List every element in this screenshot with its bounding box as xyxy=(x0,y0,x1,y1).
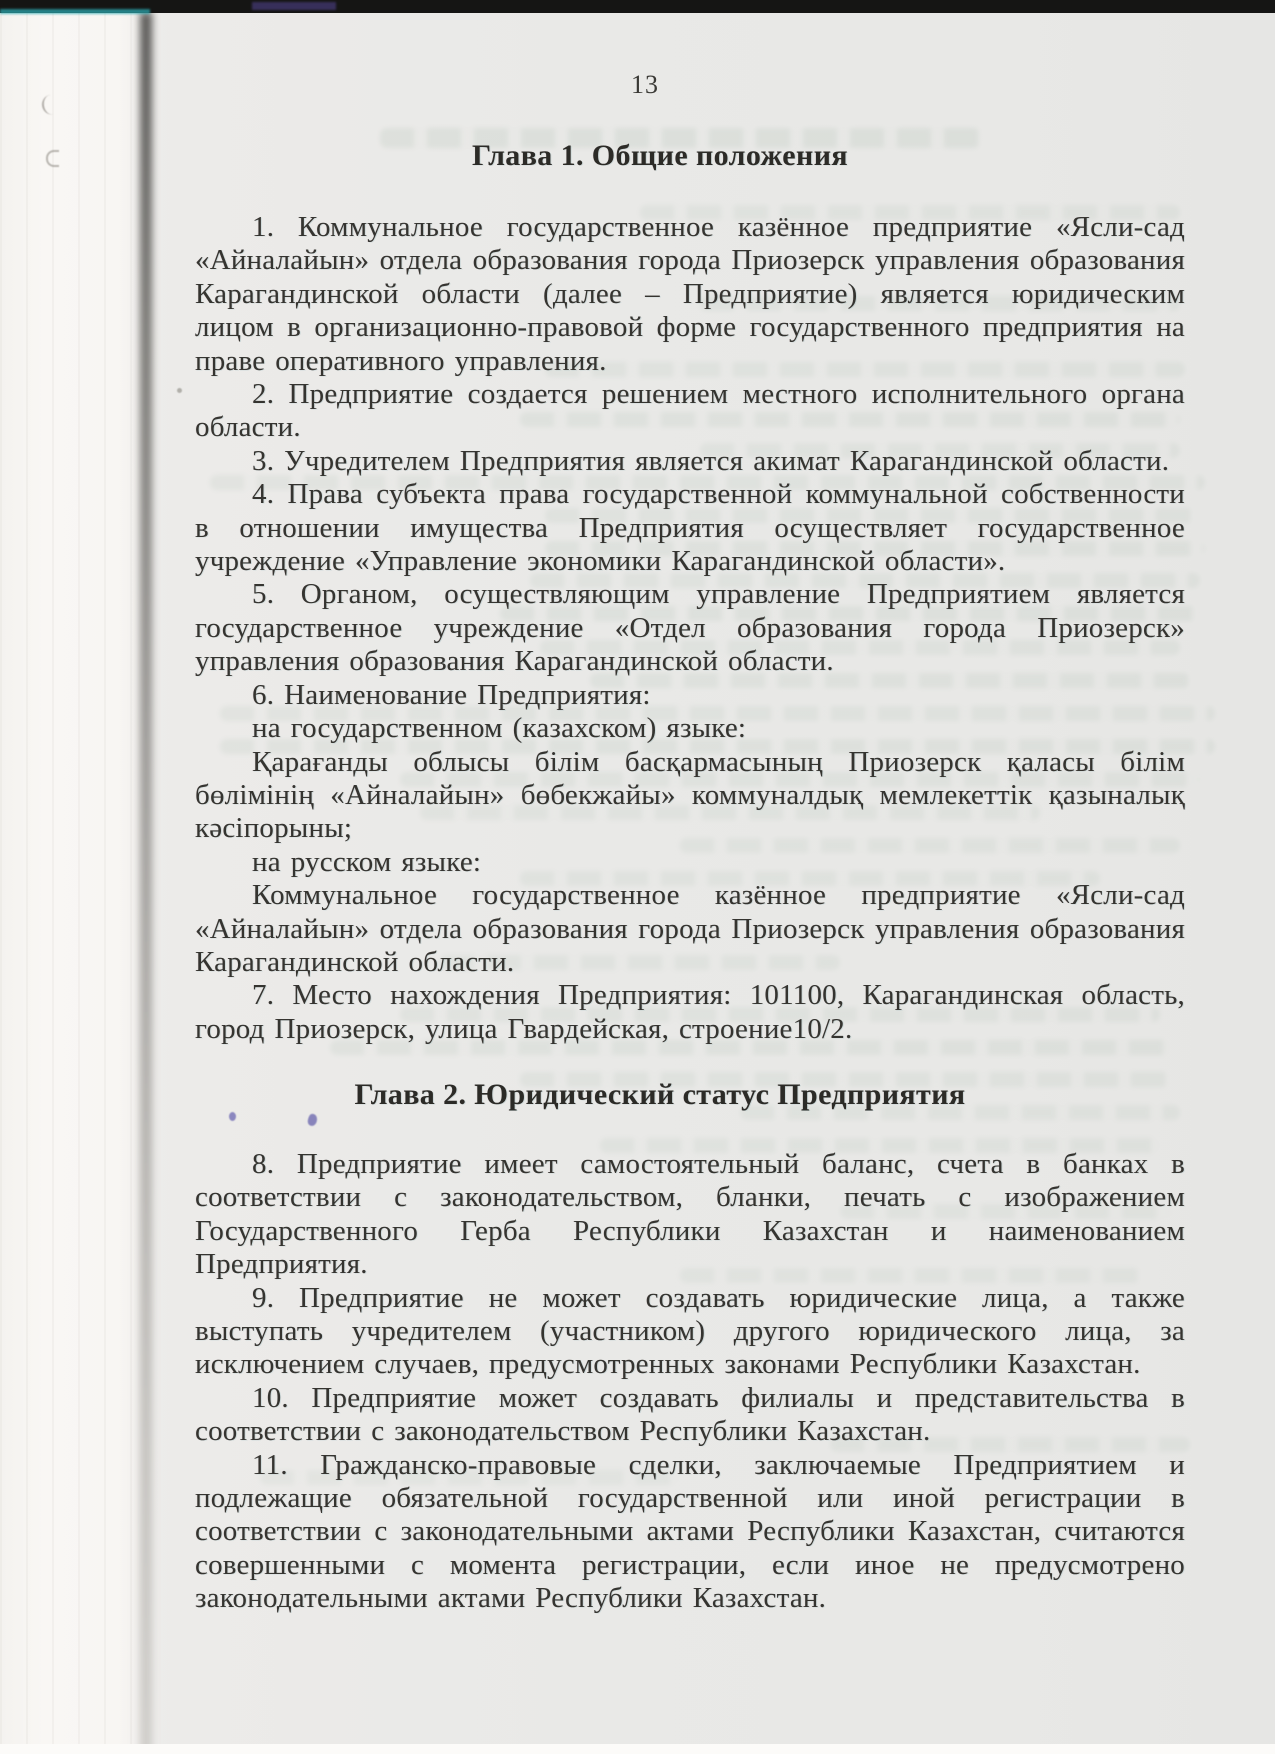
scan-bottom-edge xyxy=(0,1744,1275,1754)
paragraph: 1. Коммунальное государственное казённое предприятие «Ясли-сад «Айналайын» отдела образования города Приозерск управления образования Карагандинской области (далее – Предприятие) является юридическим лицом в организационно-правовой форме государственного предприятия на праве оперативного управления. xyxy=(195,211,1185,377)
ink-speck xyxy=(306,1113,318,1127)
scan-top-edge xyxy=(0,0,1275,13)
page-fold-shadow xyxy=(140,12,152,1754)
scan-edge-violet-mark xyxy=(252,2,336,10)
chapter-2-body xyxy=(195,1148,1185,1616)
paragraph: 4. Права субъекта права государственной коммунальной собственности в отношении имущества Предприятия осуществляет государственное учреждение «Управление экономики Карагандинской области». xyxy=(195,478,1185,578)
chapter-1-body xyxy=(195,211,1185,1046)
chapter-2-title: Глава 2. Юридический статус Предприятия xyxy=(354,1078,966,1111)
page-number: 13 xyxy=(631,70,659,99)
paragraph: Коммунальное государственное казённое предприятие «Ясли-сад «Айналайын» отдела образования города Приозерск управления образования Карагандинской области. xyxy=(195,879,1185,978)
scan-edge-teal-line xyxy=(0,9,150,14)
paragraph: 5. Органом, осуществляющим управление Предприятием является государственное учреждение «Отдел образования города Приозерск» управления образования Карагандинской области. xyxy=(195,578,1185,678)
paragraph: 8. Предприятие имеет самостоятельный баланс, счета в банках в соответствии с законодательством, бланки, печать с изображением Государственного Герба Республики Казахстан и наименованием Предприятия. xyxy=(195,1148,1185,1281)
paragraph: 3. Учредителем Предприятия является акимат Карагандинской области. xyxy=(252,444,1170,477)
paragraph: 11. Гражданско-правовые сделки, заключаемые Предприятием и подлежащие обязательной государственной или иной регистрации в соответствии с законодательными актами Республики Казахстан, считаются совершенными с момента регистрации, если иное не предусмотрено законодательными актами Республики Казахстан. xyxy=(195,1448,1185,1615)
adjacent-page-strip xyxy=(0,12,148,1754)
paragraph: 2. Предприятие создается решением местного исполнительного органа области. xyxy=(195,378,1185,444)
paragraph: 9. Предприятие не может создавать юридические лица, а также выступать учредителем (участником) другого юридического лица, за исключением случаев, предусмотренных законами Республики Казахстан. xyxy=(195,1281,1185,1381)
paragraph: на государственном (казахском) языке: xyxy=(252,712,747,745)
paragraph: 10. Предприятие может создавать филиалы и представительства в соответствии с законодательством Республики Казахстан. xyxy=(195,1381,1185,1448)
chapter-1-title: Глава 1. Общие положения xyxy=(471,139,849,172)
paragraph: Қарағанды облысы білім басқармасының Приозерск қаласы білім бөлімінің «Айналайын» бөбекжайы» коммуналдық мемлекеттік қазыналық кәсіпорыны; xyxy=(195,745,1185,845)
ink-speck xyxy=(229,1112,236,1121)
paragraph: на русском языке: xyxy=(252,845,482,878)
paragraph: 7. Место нахождения Предприятия: 101100, Карагандинская область, город Приозерск, улица Гвардейская, строение10/2. xyxy=(195,979,1185,1045)
paragraph: 6. Наименование Предприятия: xyxy=(252,678,651,711)
ink-speck xyxy=(177,388,182,393)
